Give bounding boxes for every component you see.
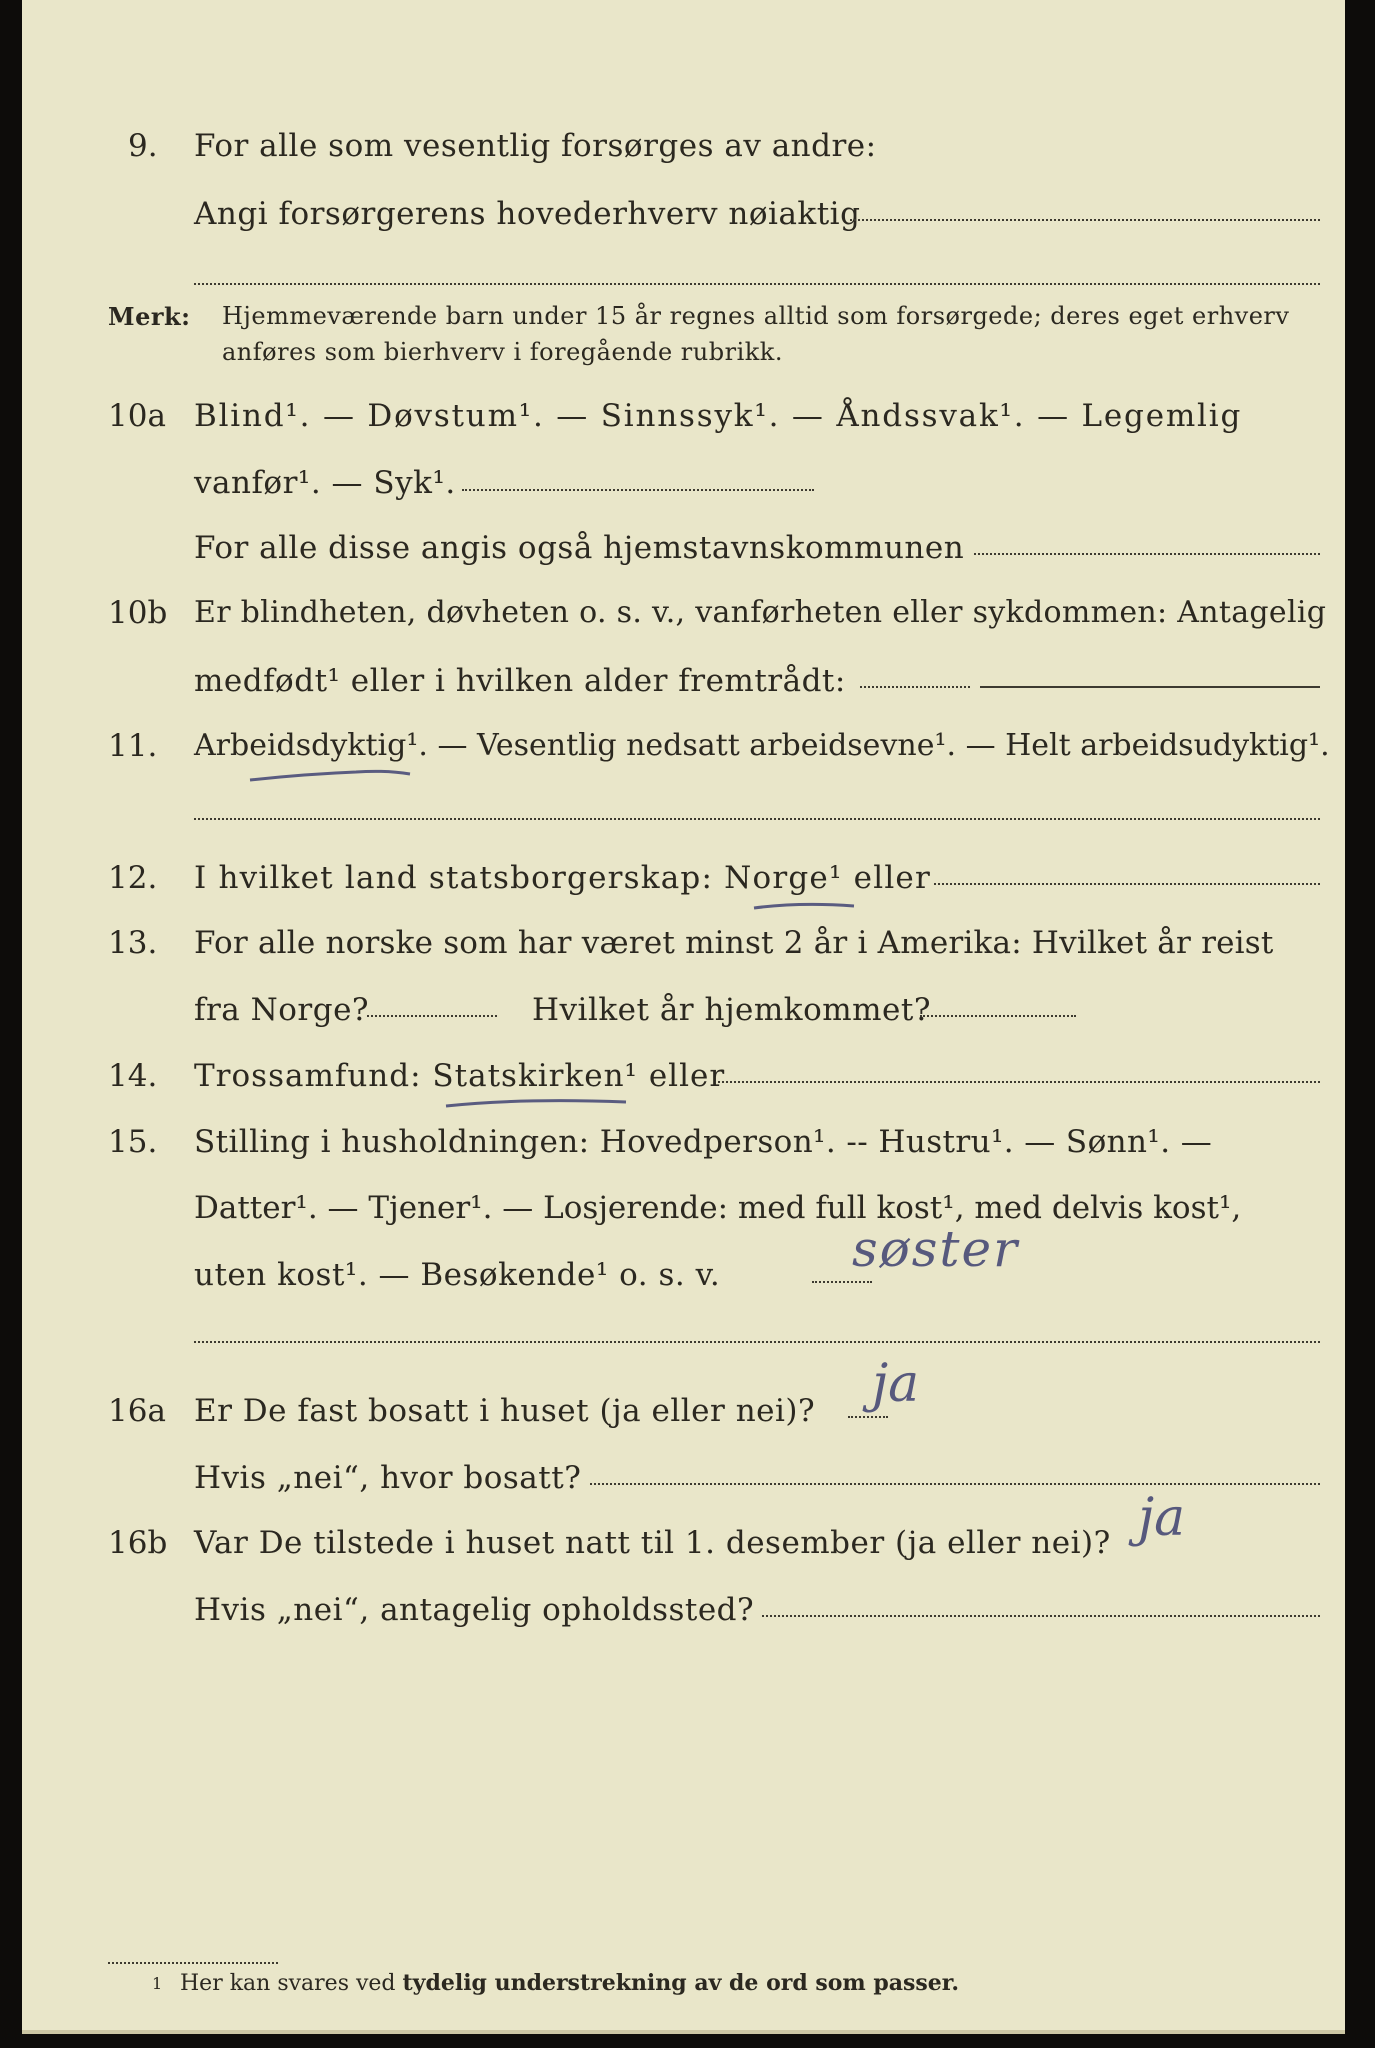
question-9-text: For alle som vesentlig forsørges av andre: [194,128,877,164]
answer-line-10a[interactable] [462,489,814,491]
handwritten-answer-16a: ja [872,1354,920,1414]
footnote-separator [108,1962,278,1964]
answer-line-11[interactable] [194,818,1320,820]
question-15-text2: Datter¹. — Tjener¹. — Losjerende: med full kost¹, med delvis kost¹, [194,1190,1242,1226]
underline-arbeidsdyktig [246,764,416,788]
note-label: Merk: [108,302,191,331]
census-form-page [22,0,1345,2034]
question-15-text: Stilling i husholdningen: Hovedperson¹. -- Hustru¹. — Sønn¹. — [194,1124,1213,1160]
question-16a-number: 16a [108,1393,166,1429]
question-16b-number: 16b [108,1525,168,1561]
question-9-subtext: Angi forsørgerens hovederhverv nøiaktig [194,196,861,232]
answer-line-10a-home[interactable] [974,553,1320,555]
underline-norge [750,896,860,916]
question-16a-text2: Hvis „nei“, hvor bosatt? [194,1460,582,1496]
footnote-text: Her kan svares ved tydelig understrekning av de ord som passer. [180,1970,960,1996]
question-13-text: For alle norske som har været minst 2 år i Amerika: Hvilket år reist [194,925,1274,961]
answer-line-15-dots[interactable] [812,1281,872,1283]
note-text-line2: anføres som bierhverv i foregående rubrikk. [222,338,783,366]
answer-line-16b[interactable] [762,1615,1320,1617]
question-16b-text2: Hvis „nei“, antagelig opholdssted? [194,1592,755,1628]
handwritten-answer-15: søster [852,1220,1020,1278]
question-13-text3: Hvilket år hjemkommet? [532,992,931,1028]
answer-line-16a-dots[interactable] [848,1416,888,1418]
underline-statskirken [442,1094,632,1114]
question-14-text: Trossamfund: Statskirken¹ eller [194,1058,726,1094]
handwritten-answer-16b: ja [1138,1488,1186,1548]
question-13-number: 13. [108,925,158,961]
question-10a-text3: For alle disse angis også hjemstavnskommunen [194,530,965,566]
answer-line-10b[interactable] [980,686,1320,688]
question-14-number: 14. [108,1058,158,1094]
question-10b-number: 10b [108,595,168,631]
answer-line-9a[interactable] [850,219,1320,221]
answer-line-12[interactable] [934,883,1320,885]
answer-line-10b-dots[interactable] [860,686,970,688]
question-10a-text: Blind¹. — Døvstum¹. — Sinnssyk¹. — Åndssvak¹. — Legemlig [194,398,1243,434]
question-11-text: Arbeidsdyktig¹. — Vesentlig nedsatt arbeidsevne¹. — Helt arbeidsudyktig¹. [194,728,1330,763]
question-15-text3: uten kost¹. — Besøkende¹ o. s. v. [194,1257,721,1293]
answer-line-14[interactable] [718,1081,1320,1083]
question-16a-text: Er De fast bosatt i huset (ja eller nei)? [194,1393,816,1429]
note-text-line1: Hjemmeværende barn under 15 år regnes alltid som forsørgede; deres eget erhverv [222,302,1290,330]
answer-line-16a[interactable] [590,1483,1320,1485]
question-12-text: I hvilket land statsborgerskap: Norge¹ eller [194,860,931,896]
answer-line-13-right[interactable] [920,1015,1076,1017]
answer-line-9b[interactable] [194,283,1320,285]
question-9-number: 9. [128,128,158,164]
question-12-number: 12. [108,860,158,896]
footnote-mark: 1 [152,1974,163,1993]
question-15-number: 15. [108,1124,158,1160]
question-10a-text2: vanfør¹. — Syk¹. [194,465,456,501]
answer-line-13-left[interactable] [367,1015,497,1017]
answer-line-15b[interactable] [194,1341,1320,1343]
question-10b-text2: medfødt¹ eller i hvilken alder fremtrådt: [194,663,846,699]
question-16b-text: Var De tilstede i huset natt til 1. desember (ja eller nei)? [194,1525,1111,1561]
question-10b-text: Er blindheten, døvheten o. s. v., vanførheten eller sykdommen: Antagelig [194,595,1327,630]
question-11-number: 11. [108,728,158,764]
question-10a-number: 10a [108,398,166,434]
question-13-text2: fra Norge? [194,992,370,1028]
